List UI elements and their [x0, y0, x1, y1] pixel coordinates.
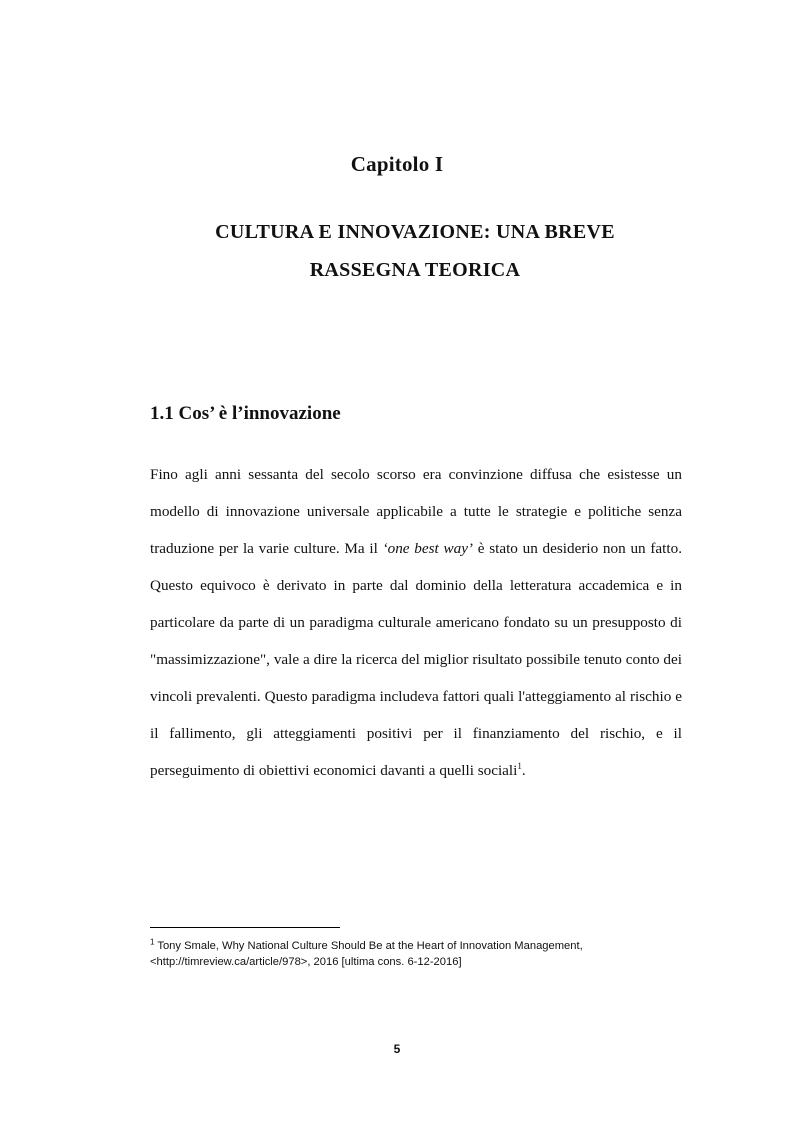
- chapter-title: [150, 213, 680, 289]
- paragraph-part-3: .: [521, 762, 526, 779]
- footnote-line-2[interactable]: <http://timreview.ca/article/978>, 2016 [ultima cons. 6-12-2016]: [150, 956, 462, 968]
- page-number: 5: [393, 1042, 401, 1056]
- footnote: [150, 938, 690, 970]
- footnote-separator: [150, 927, 340, 928]
- body-paragraph: [150, 456, 682, 789]
- chapter-title-line-1: CULTURA E INNOVAZIONE: UNA BREVE: [215, 221, 615, 243]
- paragraph-part-2: è stato un desiderio non un fatto. Questo equivoco è derivato in parte dal dominio della letteratura accademica e in particolare da parte di un paradigma culturale americano fondato su un presupposto di "massimizzazione", vale a dire la ricerca del miglior risultato possibile tenuto conto dei vincoli prevalenti. Questo paradigma includeva fattori quali l'atteggiamento al rischio e il fallimento, gli atteggiamenti positivi per il finanziamento del rischio, e il perseguimento di obiettivi economici davanti a quelli sociali: [150, 540, 682, 779]
- footnote-citation: Tony Smale, Why National Culture Should Be at the Heart of Innovation Management,: [154, 940, 583, 952]
- chapter-title-line-2: RASSEGNA TEORICA: [309, 259, 521, 281]
- paragraph-part-1: Fino agli anni sessanta del secolo scorso era convinzione diffusa che esistesse un modello di innovazione universale applicabile a tutte le strategie e politiche senza traduzione per la varie culture. Ma il: [150, 466, 682, 557]
- footnote-line-1: [150, 938, 690, 954]
- footnote-number: 1: [150, 937, 155, 947]
- chapter-label: Capitolo I: [350, 152, 444, 176]
- footnote-reference[interactable]: 1: [517, 760, 522, 771]
- paragraph-text: [150, 456, 682, 789]
- section-heading: 1.1 Cos’ è l’innovazione: [150, 403, 341, 424]
- italic-phrase: ‘one best way’: [382, 540, 473, 557]
